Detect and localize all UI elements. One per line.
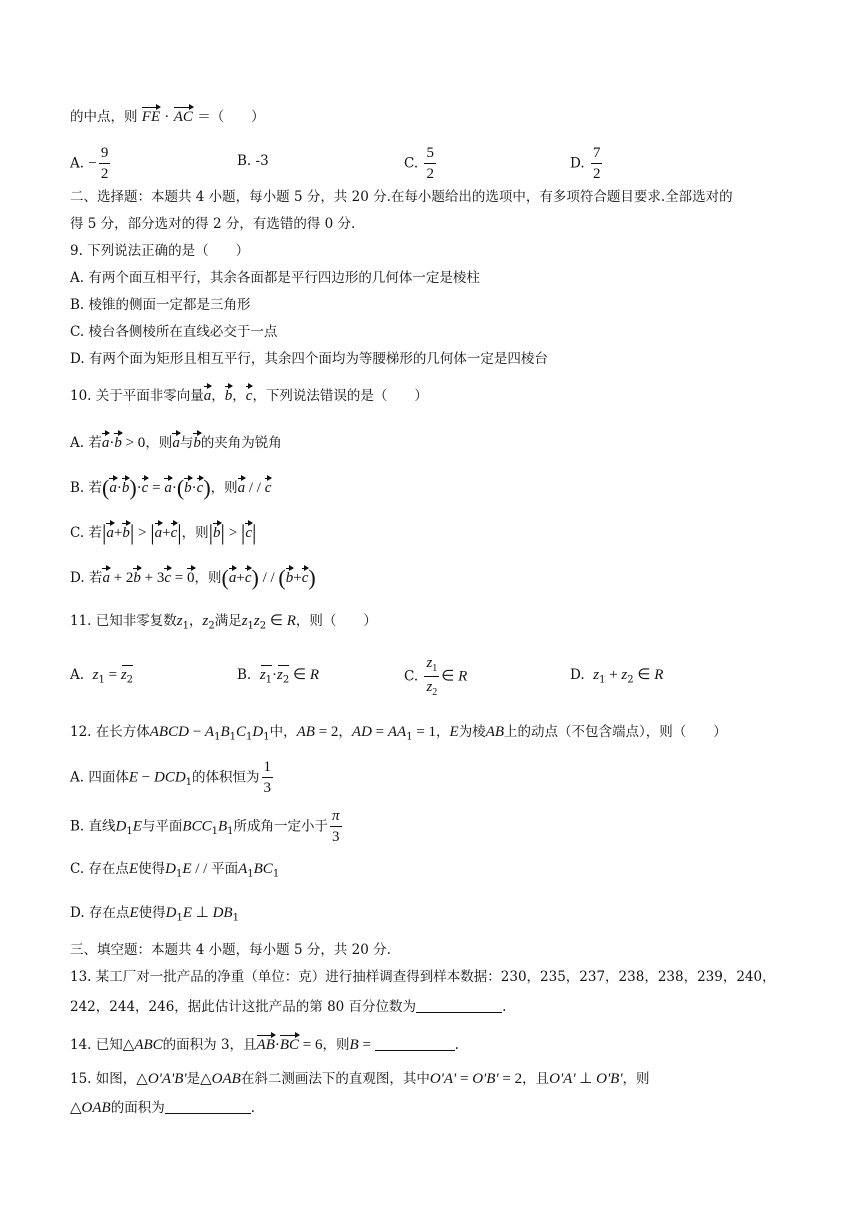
- section2-heading-line1: 二、选择题：本题共 4 小题，每小题 5 分，共 20 分.在每小题给出的选项中，有多项符合题目要求.全部选对的: [70, 189, 733, 205]
- q8-tail: 的中点，则 FE · AC ＝（ ）: [70, 109, 265, 125]
- q11-option-d: D. $z_1 + z_2$ ∈ R: [570, 667, 664, 686]
- q14-answer-blank: [375, 1036, 455, 1051]
- q12-stem: 12. 在长方体ABCD − $A_1B_1C_1D_1$中，AB = 2，AD = $AA_1 = 1$，E为棱AB上的动点（不包含端点），则（ ）: [70, 724, 727, 743]
- q11-option-a: A. $z_1 = z_2$: [70, 667, 134, 686]
- q12-option-b: B. 直线$D_1E$与平面$BCC_1B_1$所成角一定小于 $\frac{\pi}{3}$: [70, 808, 340, 845]
- q15-line2: △OAB的面积为 .: [70, 1100, 256, 1116]
- q13-line1: 13. 某工厂对一批产品的净重（单位：克）进行抽样调查得到样本数据：230，235，237，238，238，239，240，: [70, 969, 776, 985]
- q10-option-a: A. 若a·b > 0，则a与b的夹角为锐角: [70, 435, 282, 451]
- q8-option-a: A. − $\frac{9}{2}$: [70, 145, 109, 182]
- q10-option-c: C. 若|a+b| > |a+c|，则|b| > |c|: [70, 520, 257, 545]
- q8-option-d: D. $\frac{7}{2}$: [570, 145, 601, 182]
- q9-stem: 9. 下列说法正确的是（ ）: [70, 243, 250, 259]
- vector-ac: AC: [173, 109, 193, 125]
- q15-answer-blank: [165, 1099, 251, 1114]
- q10-option-d: D. 若a + 2b + 3c = 0，则(a+c) / / (b+c): [70, 565, 316, 590]
- q10-stem: 10. 关于平面非零向量a，b，c，下列说法错误的是（ ）: [70, 388, 428, 404]
- q8-option-b: B. -3: [237, 153, 269, 169]
- section3-heading: 三、填空题：本题共 4 小题，每小题 5 分，共 20 分.: [70, 942, 391, 958]
- q12-option-a: A. 四面体$E - DCD_1$的体积恒为 $\frac{1}{3}$: [70, 759, 272, 796]
- q13-answer-blank: [416, 998, 502, 1013]
- q9-option-c: C. 棱台各侧棱所在直线必交于一点: [70, 324, 278, 340]
- q11-option-b: B. $z_1\cdot z_2$ ∈ R: [237, 667, 319, 686]
- section2-heading-line2: 得 5 分，部分选对的得 2 分，有选错的得 0 分.: [70, 216, 356, 232]
- q9-option-d: D. 有两个面为矩形且相互平行，其余四个面均为等腰梯形的几何体一定是四棱台: [70, 351, 548, 367]
- q11-stem: 11. 已知非零复数$z_1$，$z_2$满足$z_1z_2$ ∈ R，则（ ）: [70, 613, 377, 632]
- q9-option-a: A. 有两个面互相平行，其余各面都是平行四边形的几何体一定是棱柱: [70, 270, 480, 286]
- q10-option-b: B. 若(a·b)·c = a·(b·c)，则a / / c: [70, 475, 272, 500]
- q14: 14. 已知△ABC的面积为 3，且AB·BC = 6，则B = .: [70, 1037, 459, 1053]
- q12-option-c: C. 存在点E使得$D_1E$ / / 平面$A_1BC_1$: [70, 861, 280, 880]
- vector-fe: FE: [141, 109, 161, 125]
- q11-option-c: C. $\frac{z_1}{z_2}$ ∈ R: [404, 655, 468, 698]
- q15-line1: 15. 如图，△O'A'B'是△OAB在斜二测画法下的直观图，其中O'A' = O'B' = 2，且O'A' ⊥ O'B'，则: [70, 1071, 650, 1087]
- q12-option-d: D. 存在点E使得$D_1E$ ⊥ $DB_1$: [70, 905, 239, 924]
- q8-option-c: C. $\frac{5}{2}$: [404, 145, 434, 182]
- q9-option-b: B. 棱锥的侧面一定都是三角形: [70, 297, 251, 313]
- q13-line2: 242，244，246，据此估计这批产品的第 80 百分位数为 .: [70, 999, 507, 1015]
